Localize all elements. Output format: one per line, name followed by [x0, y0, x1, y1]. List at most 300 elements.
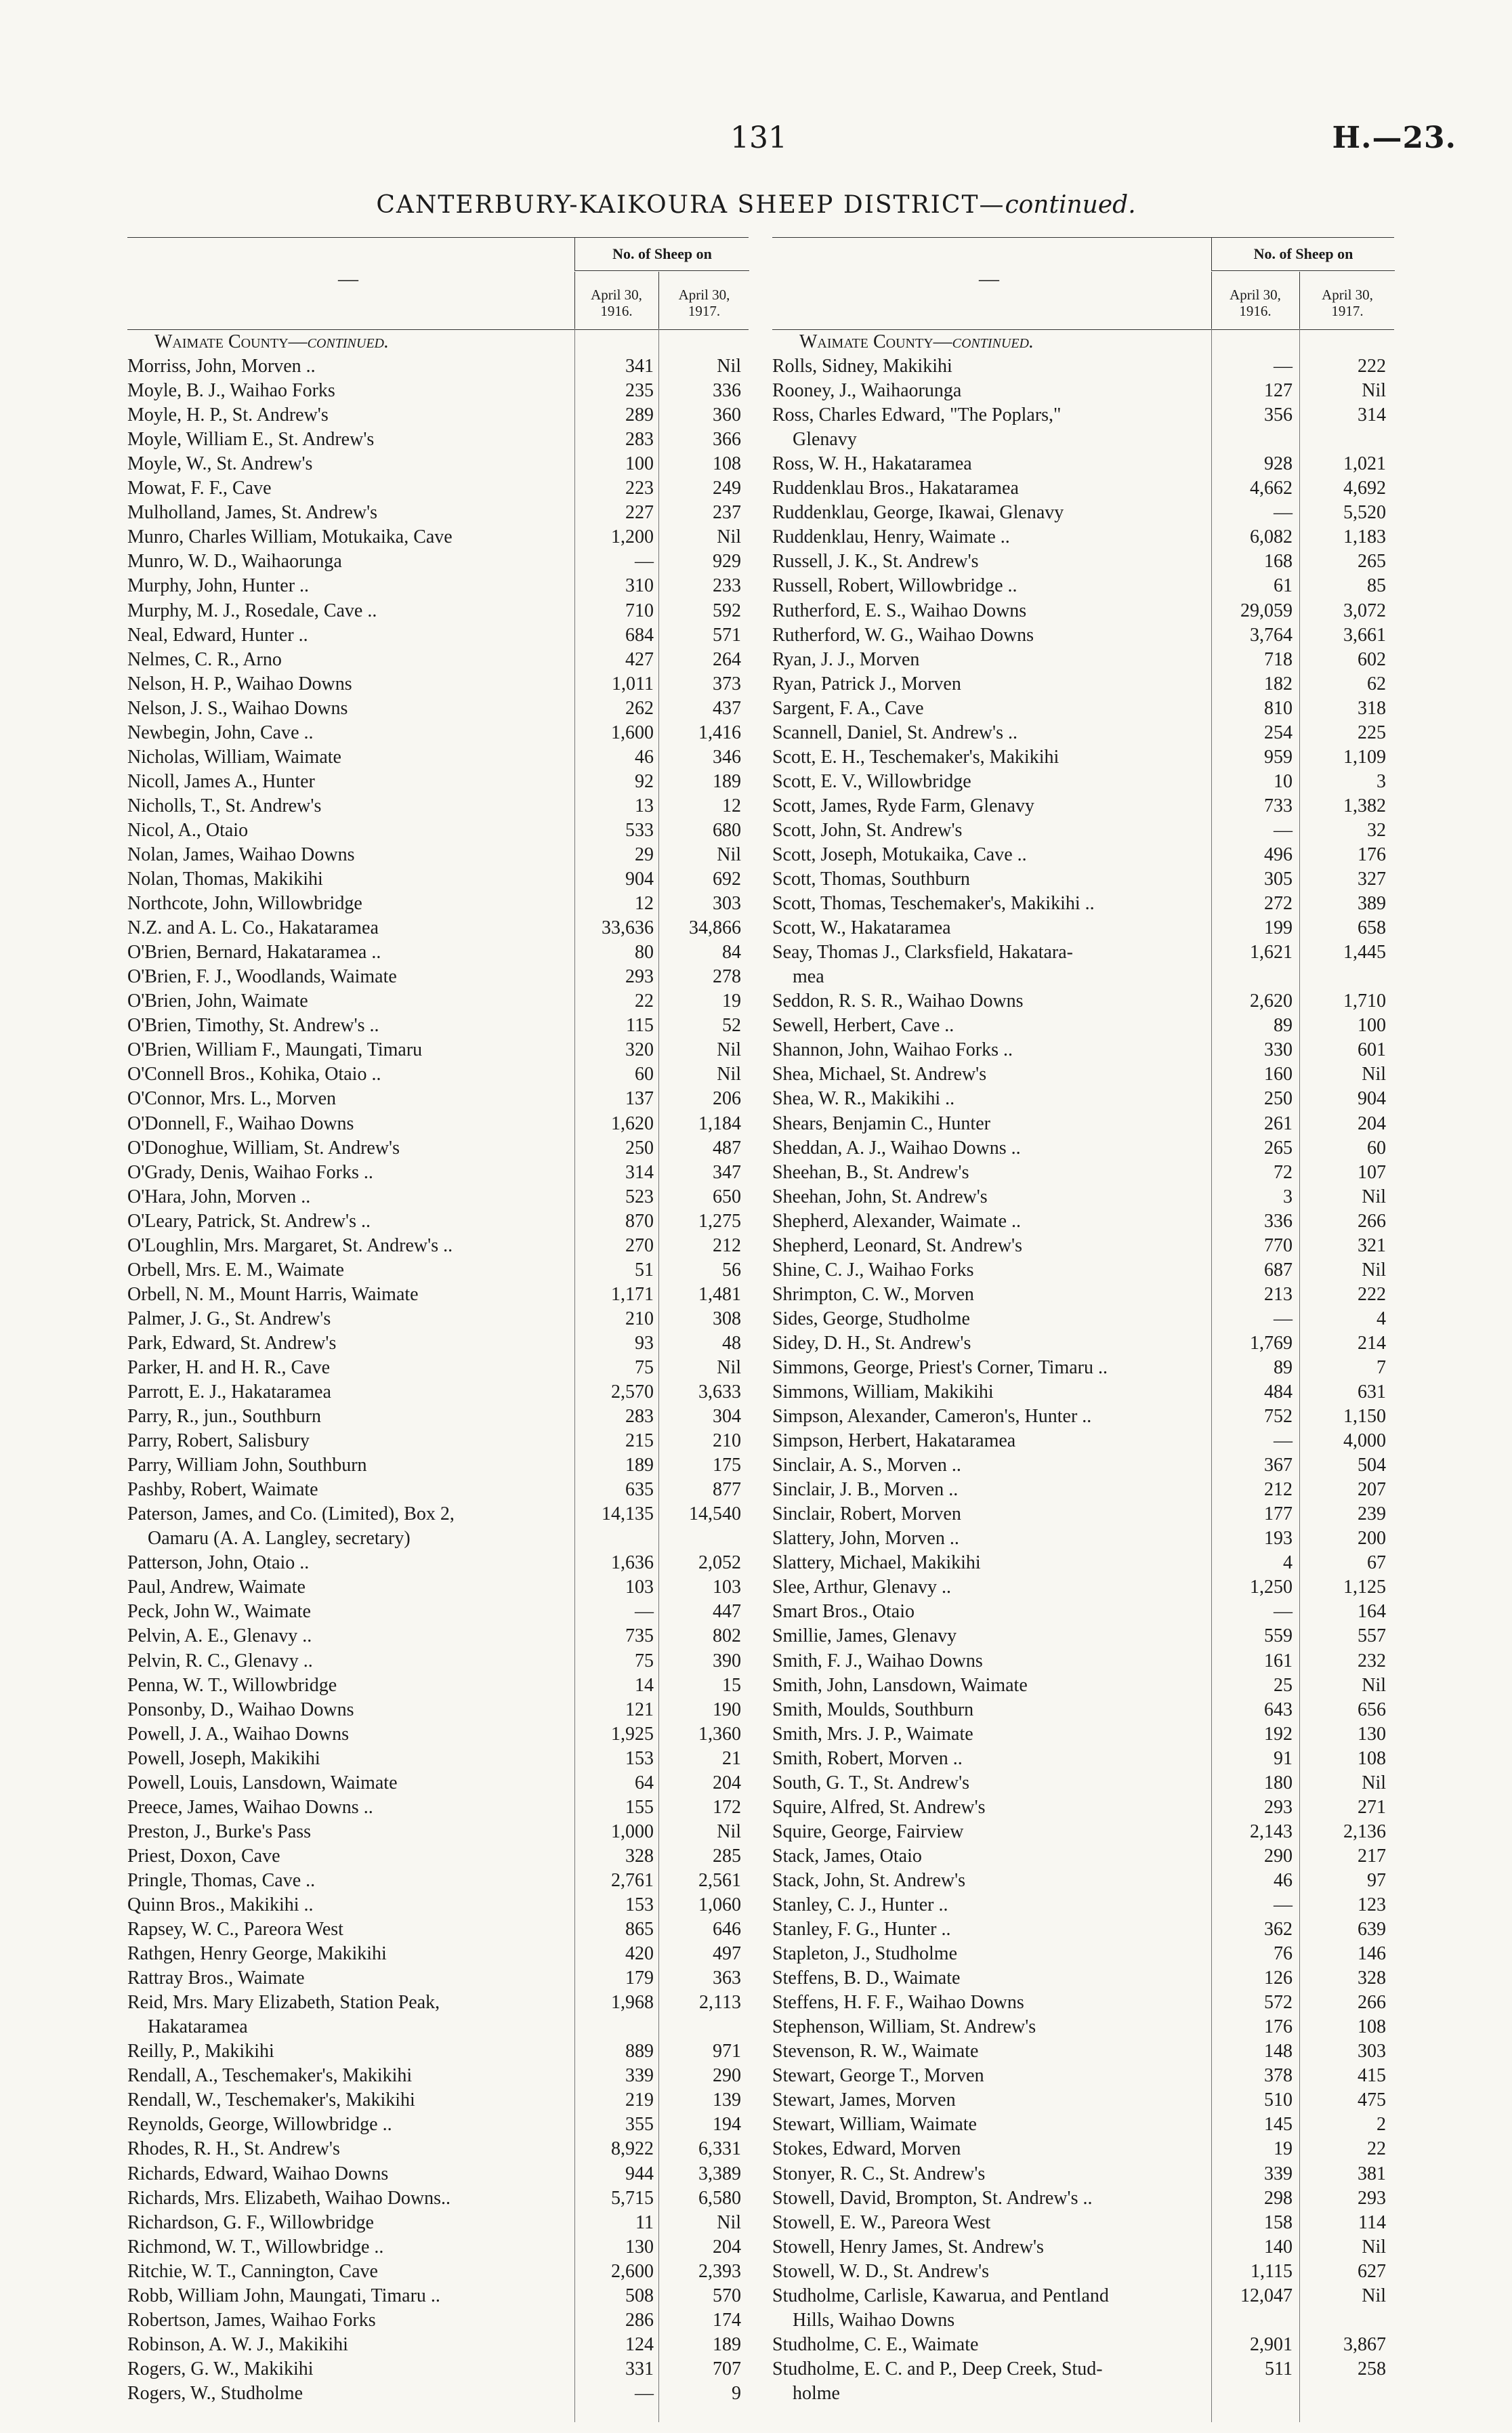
sheep-count-1916: 19	[1274, 2138, 1293, 2160]
sheep-count-1916: 176	[1264, 2016, 1293, 2038]
owner-name: Orbell, Mrs. E. M., Waimate	[127, 1259, 344, 1281]
owner-name: Squire, Alfred, St. Andrew's	[772, 1796, 986, 1818]
sheep-count-1916: 103	[625, 1577, 654, 1598]
sheep-count-1916: 511	[1265, 2358, 1293, 2379]
header-line: 1917.	[1331, 303, 1364, 319]
table-row	[772, 1575, 1394, 1600]
sheep-count-1917: 557	[1358, 1625, 1386, 1647]
table-row	[772, 501, 1394, 525]
table-row	[772, 989, 1394, 1014]
owner-name: Moyle, H. P., St. Andrew's	[127, 404, 329, 426]
sheep-count-1917: Nil	[1362, 1674, 1386, 1696]
table-row	[127, 2113, 749, 2137]
owner-name: N.Z. and A. L. Co., Hakataramea	[127, 917, 379, 939]
sheep-count-1917: 210	[713, 1430, 741, 1452]
sheep-count-1916: 180	[1264, 1772, 1293, 1793]
sheep-count-1916: 89	[1274, 1015, 1293, 1037]
table-row	[772, 1307, 1394, 1331]
owner-name: Robinson, A. W. J., Makikihi	[127, 2333, 348, 2355]
owner-name-continued: Glenavy	[793, 429, 857, 451]
owner-name: Russell, J. K., St. Andrew's	[772, 551, 979, 573]
sheep-count-1916: 2,143	[1250, 1821, 1293, 1842]
sheep-count-1916: 145	[1264, 2114, 1293, 2136]
table-row	[772, 1136, 1394, 1161]
owner-name: Preston, J., Burke's Pass	[127, 1821, 312, 1842]
owner-name: Richards, Edward, Waihao Downs	[127, 2163, 389, 2184]
sheep-count-1917: 174	[713, 2309, 741, 2331]
sheep-count-1917: 15	[722, 1674, 741, 1696]
owner-name: Peck, John W., Waimate	[127, 1601, 311, 1623]
table-row	[127, 1966, 749, 1991]
sheep-count-1917: 52	[722, 1015, 741, 1037]
header-line: 1916.	[1239, 303, 1272, 319]
sheep-count-1917: 107	[1358, 1161, 1386, 1183]
sheep-count-1917: 265	[1358, 551, 1386, 573]
sheep-count-1917: 278	[713, 966, 741, 988]
sheep-count-1916: —	[1274, 356, 1293, 377]
april-1916-header	[1211, 272, 1299, 329]
sheep-count-1917: 164	[1358, 1601, 1386, 1623]
owner-name: Paul, Andrew, Waimate	[127, 1577, 306, 1598]
owner-name: Powell, Louis, Lansdown, Waimate	[127, 1772, 398, 1793]
table-row-continuation	[772, 965, 1394, 989]
owner-name: Reid, Mrs. Mary Elizabeth, Station Peak,	[127, 1992, 440, 2014]
sheep-count-1917: 22	[1367, 2138, 1386, 2160]
owner-name: Murphy, John, Hunter ..	[127, 575, 310, 597]
sheep-count-1916: 870	[625, 1210, 654, 1232]
owner-name: Stowell, David, Brompton, St. Andrew's ..	[772, 2187, 1093, 2209]
table-row	[772, 1087, 1394, 1111]
sheep-count-1917: 5,520	[1343, 502, 1386, 524]
owner-name-continued: Hakataramea	[148, 2016, 248, 2038]
sheep-count-1917: 308	[713, 1308, 741, 1329]
sheep-count-1917: 123	[1358, 1894, 1386, 1915]
table-row	[772, 1991, 1394, 2015]
owner-name: O'Grady, Denis, Waihao Forks ..	[127, 1161, 373, 1183]
sheep-count-1917: 21	[722, 1747, 741, 1769]
sheep-count-1916: 126	[1264, 1968, 1293, 1989]
table-row	[772, 2015, 1394, 2039]
sheep-count-1917: 802	[713, 1625, 741, 1647]
sheep-count-1916: 212	[1264, 1479, 1293, 1501]
sheep-count-1916: 210	[625, 1308, 654, 1329]
sheep-count-1917: 602	[1358, 648, 1386, 670]
owner-name: Stokes, Edward, Morven	[772, 2138, 961, 2160]
owner-name: Northcote, John, Willowbridge	[127, 893, 362, 915]
sheep-count-1916: 1,115	[1251, 2260, 1293, 2282]
owner-name: Munro, W. D., Waihaorunga	[127, 551, 342, 573]
owner-name: Pashby, Robert, Waimate	[127, 1479, 318, 1501]
sheep-count-1917: 206	[713, 1088, 741, 1110]
table-row	[127, 1331, 749, 1356]
owner-name: Ruddenklau, Henry, Waimate ..	[772, 526, 1010, 548]
owner-name: Penna, W. T., Willowbridge	[127, 1674, 337, 1696]
table-row	[127, 1502, 749, 1526]
sheep-count-1916: 153	[625, 1747, 654, 1769]
sheep-count-1916: 72	[1274, 1161, 1293, 1183]
table-row	[127, 2308, 749, 2333]
sheep-count-1916: 223	[625, 478, 654, 499]
sheep-count-1917: 3,389	[698, 2163, 741, 2184]
sheep-count-1916: 75	[635, 1650, 654, 1671]
table-row	[772, 1331, 1394, 1356]
header-line: 1917.	[688, 303, 721, 319]
table-row	[127, 1062, 749, 1087]
sheep-count-1916: 305	[1264, 869, 1293, 890]
owner-name: Stonyer, R. C., St. Andrew's	[772, 2163, 986, 2184]
owner-name: Stack, James, Otaio	[772, 1845, 922, 1867]
table-row	[127, 1991, 749, 2015]
sheep-count-1916: 46	[1274, 1869, 1293, 1891]
section-heading	[127, 330, 749, 354]
owner-name: Slattery, Michael, Makikihi	[772, 1552, 981, 1574]
table-row	[772, 648, 1394, 672]
owner-name: Scott, Thomas, Southburn	[772, 869, 970, 890]
table-row	[772, 2284, 1394, 2308]
sheep-count-1917: 3,867	[1343, 2333, 1386, 2355]
sheep-count-1916: 219	[625, 2089, 654, 2111]
sheep-count-1917: Nil	[717, 2211, 741, 2233]
owner-name: Sheddan, A. J., Waihao Downs ..	[772, 1137, 1021, 1159]
owner-name: Rutherford, W. G., Waihao Downs	[772, 624, 1034, 646]
sheep-count-1916: 213	[1264, 1283, 1293, 1305]
table-row	[772, 721, 1394, 745]
sheep-count-1917: 214	[1358, 1332, 1386, 1354]
sheep-count-1916: 227	[625, 502, 654, 524]
table-row	[127, 2137, 749, 2161]
owner-name: Simmons, William, Makikihi	[772, 1381, 994, 1403]
owner-name: Murphy, M. J., Rosedale, Cave ..	[127, 600, 377, 621]
table-row	[127, 1380, 749, 1405]
owner-name-continued: Oamaru (A. A. Langley, secretary)	[148, 1528, 411, 1550]
table-row	[772, 818, 1394, 843]
sheep-count-1917: 2,113	[699, 1992, 741, 2014]
owner-name: Sheehan, John, St. Andrew's	[772, 1186, 988, 1207]
sheep-count-1917: 877	[713, 1479, 741, 1501]
table-row	[127, 1673, 749, 1698]
table-row	[772, 1038, 1394, 1062]
sheep-count-1917: 233	[713, 575, 741, 597]
owner-name: Parry, William John, Southburn	[127, 1455, 367, 1476]
sheep-count-1917: 172	[713, 1796, 741, 1818]
owner-name: Moyle, William E., St. Andrew's	[127, 429, 375, 451]
header-line: April 30,	[1230, 287, 1281, 303]
table-row	[772, 1624, 1394, 1648]
table-row	[127, 452, 749, 476]
owner-name: Shea, Michael, St. Andrew's	[772, 1064, 987, 1085]
sheep-count-1916: 331	[625, 2358, 654, 2379]
owner-name: Paterson, James, and Co. (Limited), Box 2,	[127, 1503, 455, 1525]
sheep-count-1916: 10	[1274, 770, 1293, 792]
sheep-count-1917: 497	[713, 1943, 741, 1965]
table-row	[772, 1161, 1394, 1185]
owner-name: Stowell, Henry James, St. Andrew's	[772, 2236, 1044, 2258]
owner-name: Shepherd, Alexander, Waimate ..	[772, 1210, 1021, 1232]
table-row	[127, 1112, 749, 1136]
sheep-count-1916: 339	[1264, 2163, 1293, 2184]
sheep-count-1916: 127	[1264, 380, 1293, 402]
sheep-count-1916: 12	[635, 893, 654, 915]
owner-name: Powell, Joseph, Makikihi	[127, 1747, 320, 1769]
sheep-count-1917: 32	[1367, 819, 1386, 841]
sheep-count-1917: 437	[713, 697, 741, 719]
sheep-count-1916: 341	[625, 356, 654, 377]
owner-name: Smith, Moulds, Southburn	[772, 1699, 974, 1720]
owner-name: Ruddenklau Bros., Hakataramea	[772, 478, 1019, 499]
sheep-count-1916: 2,600	[611, 2260, 654, 2282]
owner-name: Rolls, Sidney, Makikihi	[772, 356, 952, 377]
table-row	[772, 843, 1394, 867]
sheep-count-1917: 627	[1358, 2260, 1386, 2282]
sheep-count-1917: Nil	[717, 844, 741, 865]
owner-name: Stewart, William, Waimate	[772, 2114, 977, 2136]
sheep-count-1916: 1,636	[611, 1552, 654, 1574]
table-row	[127, 1795, 749, 1820]
owner-name: Preece, James, Waihao Downs ..	[127, 1796, 373, 1818]
table-row	[772, 1820, 1394, 1844]
sheep-count-1916: 51	[635, 1259, 654, 1281]
table-row	[772, 623, 1394, 648]
table-row	[127, 1429, 749, 1453]
header-line: April 30,	[1322, 287, 1373, 303]
table-row	[127, 1307, 749, 1331]
owner-name: Smith, Mrs. J. P., Waimate	[772, 1723, 973, 1745]
sheep-count-1916: 684	[625, 624, 654, 646]
owner-name: Mulholland, James, St. Andrew's	[127, 502, 378, 524]
sheep-count-1917: 373	[713, 673, 741, 694]
owner-name: Stowell, E. W., Pareora West	[772, 2211, 991, 2233]
sheep-count-1917: 336	[713, 380, 741, 402]
table-row	[772, 1893, 1394, 1917]
april-1917-header	[658, 272, 749, 329]
sheep-count-1917: 327	[1358, 869, 1386, 890]
table-row	[772, 599, 1394, 623]
sheep-count-1916: 314	[625, 1161, 654, 1183]
sheep-count-1917: 487	[713, 1137, 741, 1159]
sheep-count-1917: 2,393	[698, 2260, 741, 2282]
sheep-count-1917: 1,275	[698, 1210, 741, 1232]
sheep-count-1917: 2,136	[1343, 1821, 1386, 1842]
table-row	[127, 1942, 749, 1966]
sheep-count-1917: 194	[713, 2114, 741, 2136]
owner-name: Neal, Edward, Hunter ..	[127, 624, 308, 646]
owner-name: Pelvin, A. E., Glenavy ..	[127, 1625, 312, 1647]
table-row	[772, 1966, 1394, 1991]
owner-name: Reynolds, George, Willowbridge ..	[127, 2114, 392, 2136]
table-row	[127, 2260, 749, 2284]
table-row	[772, 1356, 1394, 1380]
sheep-count-1916: —	[635, 551, 654, 573]
sheep-count-1916: 46	[635, 746, 654, 768]
owner-name: Nicholls, T., St. Andrew's	[127, 795, 322, 816]
sheep-count-1917: 1,360	[698, 1723, 741, 1745]
sheep-count-1917: Nil	[1362, 380, 1386, 402]
sheep-count-1917: 190	[713, 1699, 741, 1720]
table-row	[772, 1649, 1394, 1673]
sheep-count-1916: 508	[625, 2285, 654, 2306]
table-row	[772, 1795, 1394, 1820]
sheep-count-1917: 264	[713, 648, 741, 670]
owner-name: Stewart, George T., Morven	[772, 2065, 984, 2087]
owner-name: Pringle, Thomas, Cave ..	[127, 1869, 316, 1891]
table-row	[127, 1283, 749, 1307]
sheep-count-group-header: No. of Sheep on	[574, 238, 749, 271]
table-row	[772, 2039, 1394, 2064]
table-row	[127, 721, 749, 745]
owner-name: Rendall, W., Teschemaker's, Makikihi	[127, 2089, 415, 2111]
owner-name: Rooney, J., Waihaorunga	[772, 380, 962, 402]
sheep-count-1917: 34,866	[689, 917, 741, 939]
owner-name: O'Brien, Timothy, St. Andrew's ..	[127, 1015, 379, 1037]
sheep-count-1917: 475	[1358, 2089, 1386, 2111]
section-heading-continued: continued.	[952, 331, 1034, 352]
sheep-count-1916: 60	[635, 1064, 654, 1085]
sheep-count-1917: 217	[1358, 1845, 1386, 1867]
sheep-count-1917: 146	[1358, 1943, 1386, 1965]
sheep-count-1917: 19	[722, 991, 741, 1012]
table-row	[127, 1747, 749, 1771]
owner-name: Munro, Charles William, Motukaika, Cave	[127, 526, 453, 548]
sheep-count-1916: 298	[1264, 2187, 1293, 2209]
section-heading-continued: continued.	[307, 331, 389, 352]
table-row	[127, 501, 749, 525]
sheep-count-1917: Nil	[1362, 2285, 1386, 2306]
owner-name: Moyle, W., St. Andrew's	[127, 453, 313, 475]
sheep-count-1917: 3,072	[1343, 600, 1386, 621]
table-row	[127, 1356, 749, 1380]
table-row	[127, 2088, 749, 2113]
sheep-count-1917: 658	[1358, 917, 1386, 939]
owner-name: Shine, C. J., Waihao Forks	[772, 1259, 974, 1281]
sheep-count-1917: 97	[1367, 1869, 1386, 1891]
table-row	[772, 452, 1394, 476]
owner-name: Sides, George, Studholme	[772, 1308, 970, 1329]
owner-name: Nolan, Thomas, Makikihi	[127, 869, 323, 890]
sheep-count-1916: 5,715	[611, 2187, 654, 2209]
sheep-count-1916: 161	[1264, 1650, 1293, 1671]
sheep-count-1917: 48	[722, 1332, 741, 1354]
sheep-count-1916: 272	[1264, 893, 1293, 915]
owner-name: Slee, Arthur, Glenavy ..	[772, 1577, 952, 1598]
owner-name: Shrimpton, C. W., Morven	[772, 1283, 974, 1305]
sheep-count-1916: 1,250	[1250, 1577, 1293, 1598]
sheep-count-1916: 1,000	[611, 1821, 654, 1842]
table-row	[772, 770, 1394, 794]
owner-name: South, G. T., St. Andrew's	[772, 1772, 970, 1793]
sheep-count-1917: 692	[713, 869, 741, 890]
sheep-count-1916: 293	[1264, 1796, 1293, 1818]
sheep-count-1917: 271	[1358, 1796, 1386, 1818]
sheep-count-1916: 289	[625, 404, 654, 426]
sheep-count-1916: 559	[1264, 1625, 1293, 1647]
sheep-count-1916: 124	[625, 2333, 654, 2355]
sheep-count-1916: 510	[1264, 2089, 1293, 2111]
sheep-count-1916: 362	[1264, 1919, 1293, 1940]
sheep-count-1916: 199	[1264, 917, 1293, 939]
sheep-count-1917: 266	[1358, 1210, 1386, 1232]
sheep-count-1917: 2,561	[698, 1869, 741, 1891]
sheep-count-1916: 22	[635, 991, 654, 1012]
sheep-count-1917: 1,416	[698, 722, 741, 743]
table-row	[127, 549, 749, 574]
table-row	[772, 1698, 1394, 1722]
sheep-count-1917: 650	[713, 1186, 741, 1207]
sheep-count-1916: —	[1274, 819, 1293, 841]
sheep-count-1916: 735	[625, 1625, 654, 1647]
owner-name: O'Hara, John, Morven ..	[127, 1186, 311, 1207]
owner-name: O'Connor, Mrs. L., Morven	[127, 1088, 337, 1110]
sheep-count-1917: 346	[713, 746, 741, 768]
sheep-count-1916: 155	[625, 1796, 654, 1818]
sheep-count-1917: 62	[1367, 673, 1386, 694]
sheep-count-1916: 283	[625, 429, 654, 451]
sheep-count-1916: 265	[1264, 1137, 1293, 1159]
sheep-count-1917: 290	[713, 2065, 741, 2087]
table-row	[772, 1405, 1394, 1429]
left-table-header	[127, 237, 749, 330]
sheep-count-1916: 889	[625, 2041, 654, 2062]
table-row	[127, 1161, 749, 1185]
sheep-count-1916: 1,769	[1250, 1332, 1293, 1354]
sheep-count-1916: 643	[1264, 1699, 1293, 1720]
sheep-count-1916: 1,600	[611, 722, 654, 743]
table-row	[127, 843, 749, 867]
table-row	[772, 1747, 1394, 1771]
table-row	[772, 2211, 1394, 2235]
sheep-count-1916: 4,662	[1250, 478, 1293, 499]
owner-name: Nicholas, William, Waimate	[127, 746, 341, 768]
owner-name: Seay, Thomas J., Clarksfield, Hakatara-	[772, 942, 1073, 963]
table-row	[127, 2211, 749, 2235]
sheep-count-1916: 100	[625, 453, 654, 475]
sheep-count-1917: 601	[1358, 1039, 1386, 1061]
sheep-count-1917: 363	[713, 1968, 741, 1989]
sheep-count-1916: 328	[625, 1845, 654, 1867]
table-row	[772, 867, 1394, 892]
sheep-count-1916: 254	[1264, 722, 1293, 743]
table-row	[127, 1014, 749, 1038]
owner-name: Nelmes, C. R., Arno	[127, 648, 282, 670]
owner-name: Park, Edward, St. Andrew's	[127, 1332, 337, 1354]
owner-name: Scott, E. H., Teschemaker's, Makikihi	[772, 746, 1059, 768]
table-row	[127, 2235, 749, 2260]
sheep-count-1916: 355	[625, 2114, 654, 2136]
sheep-count-1916: 1,620	[611, 1112, 654, 1134]
owner-name: Sinclair, J. B., Morven ..	[772, 1479, 959, 1501]
table-row	[127, 1893, 749, 1917]
sheep-count-1917: 707	[713, 2358, 741, 2379]
sheep-count-1917: 139	[713, 2089, 741, 2111]
sheep-count-1917: 189	[713, 2333, 741, 2355]
table-row	[127, 1698, 749, 1722]
owner-name: Slattery, John, Morven ..	[772, 1528, 959, 1550]
sheep-count-1917: 293	[1358, 2187, 1386, 2209]
table-row	[772, 1600, 1394, 1624]
sheep-count-1916: 286	[625, 2309, 654, 2331]
sheep-count-1916: —	[635, 1601, 654, 1623]
sheep-count-1916: 733	[1264, 795, 1293, 816]
left-sheep-table	[127, 237, 749, 2406]
sheep-count-1916: 215	[625, 1430, 654, 1452]
owner-name: Mowat, F. F., Cave	[127, 478, 272, 499]
table-row	[127, 965, 749, 989]
table-row	[772, 916, 1394, 940]
header-line: April 30,	[591, 287, 642, 303]
sheep-count-group-header: No. of Sheep on	[1211, 238, 1395, 271]
sheep-count-1917: 2	[1377, 2114, 1386, 2136]
owner-name: O'Donoghue, William, St. Andrew's	[127, 1137, 400, 1159]
sheep-count-1917: 1,184	[698, 1112, 741, 1134]
